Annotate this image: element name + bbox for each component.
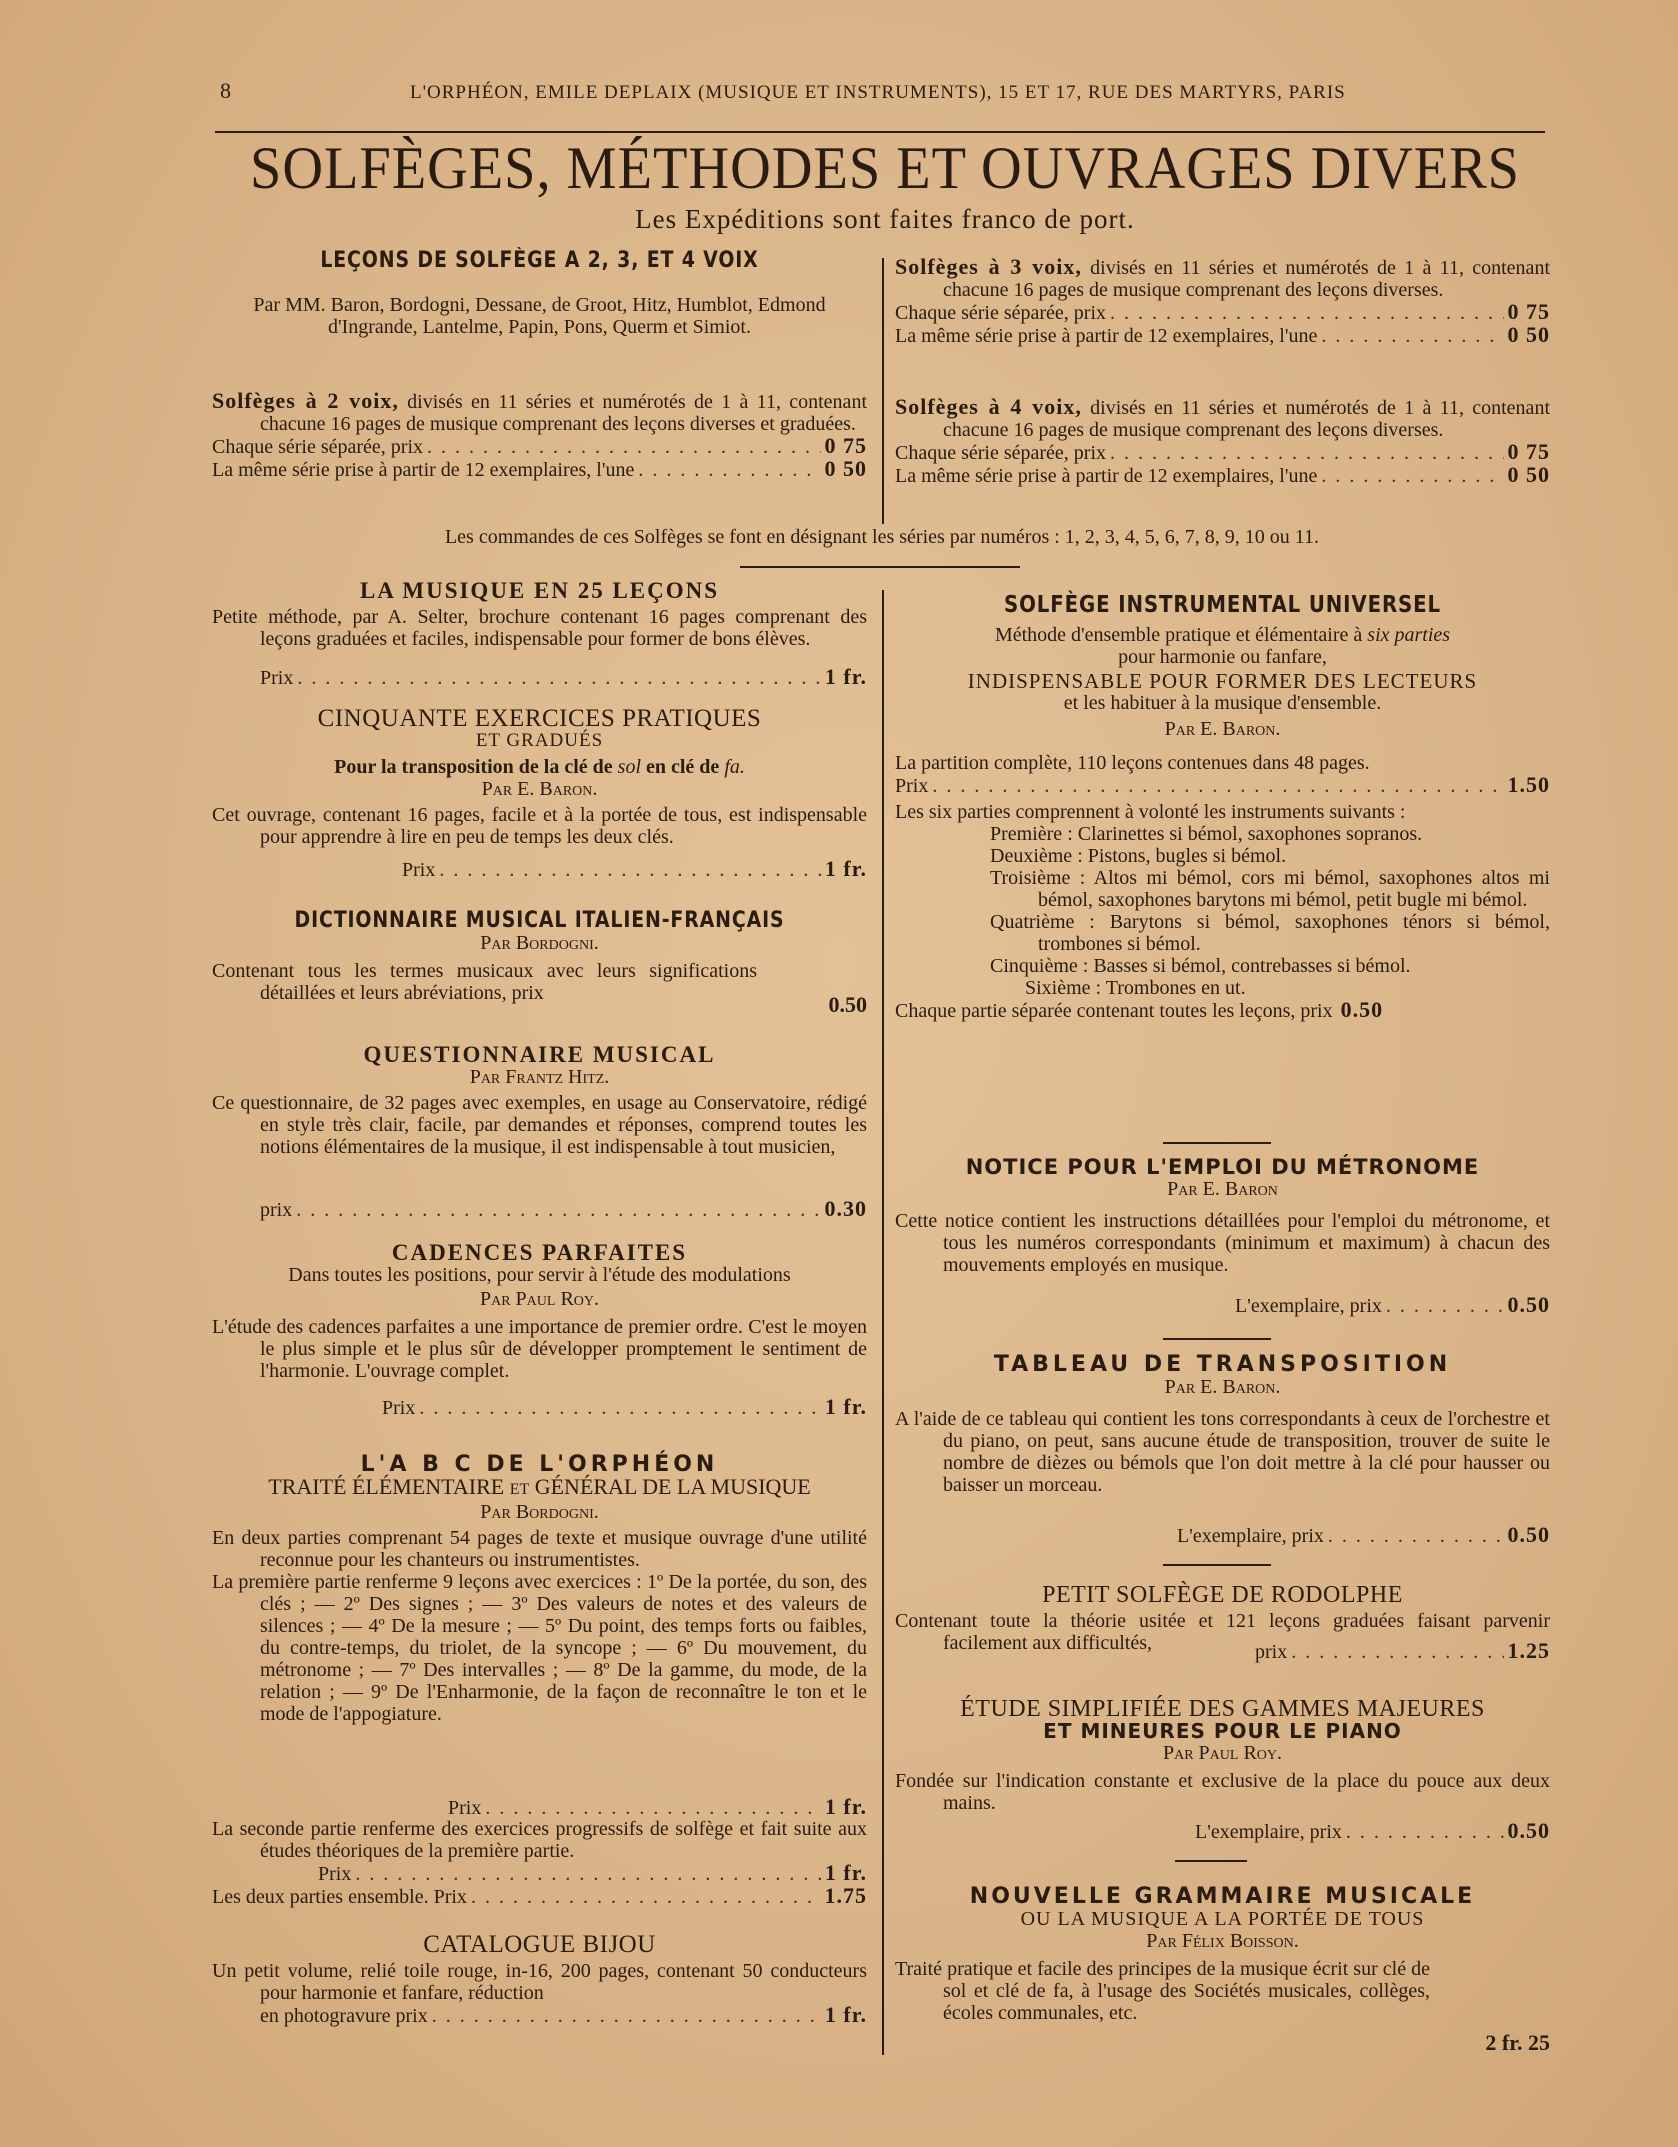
instrumental-heading: SOLFÈGE INSTRUMENTAL UNIVERSEL: [1004, 592, 1441, 618]
gammes-text: Fondée sur l'indication constante et exclusive de la place du pouce aux deux mains.: [895, 1770, 1550, 1814]
dictionnaire-heading: DICTIONNAIRE MUSICAL ITALIEN-FRANÇAIS: [294, 908, 785, 933]
cadences-heading: CADENCES PARFAITES: [391, 1240, 688, 1265]
price-label: La même série prise à partir de 12 exemplaires, l'une: [212, 459, 635, 481]
leader-dots: [355, 1863, 821, 1885]
leader-dots: [932, 775, 1503, 797]
price-value: 0 75: [824, 433, 867, 458]
price-label: prix: [1255, 1641, 1288, 1663]
price-label: La même série prise à partir de 12 exemplaires, l'une: [895, 325, 1318, 347]
line-part: en clé de: [641, 756, 725, 778]
leader-dots: [485, 1797, 821, 1819]
gammes-author: Par Paul Roy.: [1162, 1742, 1283, 1764]
price-value: 0.30: [824, 1196, 867, 1221]
section-rule: [1175, 1860, 1247, 1862]
tableau-transposition: [895, 1354, 1550, 1496]
questionnaire-heading: QUESTIONNAIRE MUSICAL: [363, 1042, 716, 1067]
tableau-text: A l'aide de ce tableau qui contient les tons correspondants à ceux de l'orchestre et du piano, on peut, sans aucune étude de transposition, trouver de suite le nombre de dièzes ou bémols que l'on doit mettre à la clé pour hausser ou baisser un morceau.: [895, 1408, 1550, 1496]
page-title: SOLFÈGES, MÉTHODES ET OUVRAGES DIVERS: [250, 135, 1520, 201]
bijou-price: [212, 2004, 867, 2027]
leader-dots: [432, 2005, 821, 2027]
abc-orpheon: [212, 1454, 867, 1725]
solfege-4-voix: [895, 396, 1550, 441]
price-value: 1 fr.: [824, 1794, 867, 1819]
column-divider: [882, 590, 884, 2055]
solfege-3-voix-price-2: [895, 324, 1550, 347]
tableau-price: [895, 1524, 1550, 1547]
leader-dots: [427, 436, 820, 458]
line-part: Méthode d'ensemble pratique et élémentaire à: [994, 624, 1368, 646]
price-value: 0 75: [1507, 299, 1550, 324]
line-italic: fa.: [724, 756, 745, 778]
header-rule: [215, 131, 1545, 133]
price-label: Chaque partie séparée contenant toutes les leçons, prix: [895, 1000, 1333, 1022]
instrumental-each-price: [895, 999, 1550, 1022]
price-value: 0.50: [1340, 997, 1384, 1022]
instrumental-author: Par E. Baron.: [1164, 718, 1281, 740]
leader-dots: [638, 459, 820, 481]
bijou-heading: CATALOGUE BIJOU: [423, 1931, 656, 1958]
price-value: 0 50: [1507, 322, 1550, 347]
list-item: Sixième : Trombones en ut.: [1025, 977, 1246, 999]
musique-25-lecons: [212, 580, 867, 650]
dictionnaire-musical: [212, 910, 867, 1004]
musique-25-price: [212, 666, 867, 689]
instrumental-line-3: INDISPENSABLE POUR FORMER DES LECTEURS: [967, 669, 1478, 693]
grammaire-heading: NOUVELLE GRAMMAIRE MUSICALE: [969, 1884, 1476, 1909]
metronome-price: [895, 1294, 1550, 1317]
rodolphe-price: [895, 1640, 1550, 1663]
solfege-4-voix-text: divisés en 11 séries et numérotés de 1 à 11, contenant chacune 16 pages de musique comprenant des leçons diverses.: [943, 397, 1550, 441]
price-value: 0.50: [1507, 1818, 1550, 1843]
solfege-4-voix-lead: Solfèges à 4 voix,: [895, 394, 1082, 419]
price-label: La même série prise à partir de 12 exemplaires, l'une: [895, 465, 1318, 487]
gammes-heading: ÉTUDE SIMPLIFIÉE DES GAMMES MAJEURES: [960, 1696, 1485, 1722]
leader-dots: [1346, 1821, 1504, 1843]
price-label: Prix: [260, 667, 294, 689]
solfege-authors: Par MM. Baron, Bordogni, Dessane, de Groot, Hitz, Humblot, Edmond d'Ingrande, Lantelme, Papin, Pons, Querm et Simiot.: [253, 294, 826, 338]
price-label: L'exemplaire, prix: [1235, 1295, 1382, 1317]
catalogue-bijou: [212, 1931, 867, 2027]
price-value: 0.50: [1507, 1522, 1550, 1547]
price-label: Chaque série séparée, prix: [212, 436, 424, 458]
line-italic: sol: [617, 756, 641, 778]
cadences-text: L'étude des cadences parfaites a une importance de premier ordre. C'est le moyen le plus simple et le plus sûr de développer promptement le sentiment de l'harmonie. L'ouvrage complet.: [212, 1316, 867, 1382]
dictionnaire-text: Contenant tous les termes musicaux avec leurs significations détaillées et leurs abréviations, prix: [212, 960, 757, 1004]
price-value: 0 75: [1507, 439, 1550, 464]
cadences-author: Par Paul Roy.: [479, 1288, 600, 1310]
instrumental-line-4: et les habituer à la musique d'ensemble.: [1063, 692, 1382, 714]
solfege-3-voix: [895, 256, 1550, 301]
price-value: 1 fr.: [824, 856, 867, 881]
abc-part-2: La seconde partie renferme des exercices progressifs de solfège et fait suite aux études théoriques de la première partie.: [212, 1818, 867, 1862]
abc-part-1-price: [212, 1796, 867, 1819]
price-label: L'exemplaire, prix: [1177, 1525, 1324, 1547]
abc-intro: En deux parties comprenant 54 pages de texte et musique ouvrage d'une utilité reconnue pour les chanteurs ou instrumentistes.: [212, 1527, 867, 1571]
cinquante-text: Cet ouvrage, contenant 16 pages, facile et à la portée de tous, est indispensable pour apprendre à lire en peu de temps les deux clés.: [212, 804, 867, 848]
price-label: prix: [260, 1199, 293, 1221]
solfege-2-voix-lead: Solfèges à 2 voix,: [212, 388, 399, 413]
leader-dots: [1321, 325, 1503, 347]
price-label: Chaque série séparée, prix: [895, 442, 1107, 464]
solfege-lecons-heading: LEÇONS DE SOLFÈGE A 2, 3, ET 4 VOIX: [320, 248, 759, 273]
dictionnaire-author: Par Bordogni.: [480, 932, 599, 954]
price-value: 0 50: [824, 456, 867, 481]
solfege-3-voix-text: divisés en 11 séries et numérotés de 1 à 11, contenant chacune 16 pages de musique comprenant des leçons diverses.: [943, 257, 1550, 301]
gammes-subheading: ET MINEURES POUR LE PIANO: [1043, 1719, 1402, 1743]
section-rule: [1163, 1142, 1271, 1144]
grammaire-author: Par Félix Boisson.: [1146, 1930, 1299, 1952]
price-label: Prix: [895, 775, 929, 797]
instrumental-partition-price: [895, 774, 1550, 797]
cinquante-subheading: ET GRADUÉS: [475, 730, 604, 751]
instrumental-six-parts: Les six parties comprennent à volonté les instruments suivants :: [895, 801, 1406, 823]
leader-dots: [1386, 1295, 1504, 1317]
cinquante-transposition: [212, 756, 867, 778]
metronome-author: Par E. Baron: [1167, 1178, 1278, 1200]
subheading-part: GÉNÉRAL DE LA MUSIQUE: [529, 1474, 811, 1499]
price-value: 1 fr.: [824, 2002, 867, 2027]
dictionnaire-price: 0.50: [828, 992, 867, 1017]
list-item: Quatrième : Barytons si bémol, saxophones ténors si bémol, trombones si bémol.: [990, 911, 1550, 955]
solfege-2-voix-price-1: [212, 435, 867, 458]
abc-part-2-price: [212, 1862, 867, 1885]
line-italic: six parties: [1367, 624, 1451, 646]
price-value: 1 fr.: [824, 1860, 867, 1885]
solfege-2-voix-price-2: [212, 458, 867, 481]
solfege-3-voix-lead: Solfèges à 3 voix,: [895, 254, 1082, 279]
notice-metronome: [895, 1156, 1550, 1276]
running-head-text: L'ORPHÉON, EMILE DEPLAIX (MUSIQUE ET INSTRUMENTS), 15 ET 17, RUE DES MARTYRS, PARIS: [410, 82, 1346, 103]
questionnaire-author: Par Frantz Hitz.: [469, 1066, 610, 1088]
leader-dots: [1321, 465, 1503, 487]
cinquante-exercices: [212, 705, 867, 848]
solfege-2-voix-text: divisés en 11 séries et numérotés de 1 à 11, contenant chacune 16 pages de musique comprenant des leçons diverses et graduées.: [260, 391, 867, 435]
leader-dots: [1110, 442, 1503, 464]
page-number: 8: [220, 78, 232, 103]
abc-part-1: La première partie renferme 9 leçons avec exercices : 1º De la portée, du son, des clés ; — 2º Des signes ; — 3º Des valeurs de notes et des valeurs de silences ; — 4º De la mesure ; — 5º Du point, des temps forts ou faibles, du contre-temps, du triolet, de la syncope ; — 6º Du mouvement, du métronome ; — 7º Des intervalles ; — 8º De la gamme, du mode, de la relation ; — 9º De l'Enharmonie, de la façon de reconnaître le ton et le mode de l'appogiature.: [212, 1571, 867, 1725]
bijou-text: Un petit volume, relié toile rouge, in-16, 200 pages, contenant 50 conducteurs pour harmonie et fanfare, réduction: [212, 1960, 867, 2004]
leader-dots: [1328, 1525, 1504, 1547]
solfege-4-voix-price-2: [895, 464, 1550, 487]
section-rule: [1163, 1564, 1271, 1566]
questionnaire-price: [212, 1198, 867, 1221]
solfege-order-note: Les commandes de ces Solfèges se font en désignant les séries par numéros : 1, 2, 3, 4, 5, 6, 7, 8, 9, 10 ou 11.: [444, 526, 1320, 548]
etude-gammes: [895, 1698, 1550, 1814]
cadences-subline: Dans toutes les positions, pour servir à l'étude des modulations: [288, 1264, 791, 1286]
tableau-author: Par E. Baron.: [1164, 1376, 1281, 1398]
line-part: Pour la transposition de la clé de: [334, 756, 618, 778]
price-label: Prix: [448, 1797, 482, 1819]
abc-both-price: [212, 1885, 867, 1908]
metronome-text: Cette notice contient les instructions détaillées pour l'emploi du métronome, et tous les numéros correspondants (minimum et maximum) à chacun des mouvements employés en musique.: [895, 1210, 1550, 1276]
grammaire-subheading: OU LA MUSIQUE A LA PORTÉE DE TOUS: [1020, 1908, 1425, 1930]
list-item: Première : Clarinettes si bémol, saxophones sopranos.: [990, 823, 1423, 845]
column-divider-top: [882, 258, 884, 524]
subheading-part: TRAITÉ ÉLÉMENTAIRE: [268, 1474, 510, 1499]
running-header: [215, 78, 1375, 112]
price-label: L'exemplaire, prix: [1195, 1821, 1342, 1843]
price-label: en photogravure prix: [260, 2005, 428, 2027]
leader-dots: [297, 667, 821, 689]
metronome-heading: NOTICE POUR L'EMPLOI DU MÉTRONOME: [965, 1155, 1480, 1179]
solfege-2-voix: [212, 390, 867, 435]
list-item: Cinquième : Basses si bémol, contrebasses si bémol.: [990, 955, 1411, 977]
price-value: 1.50: [1507, 772, 1550, 797]
leader-dots: [471, 1886, 821, 1908]
price-value: 1.75: [824, 1883, 867, 1908]
price-label: Prix: [382, 1397, 416, 1419]
solfege-instrumental: [895, 594, 1550, 1022]
price-value: 1.25: [1507, 1638, 1550, 1663]
questionnaire-text: Ce questionnaire, de 32 pages avec exemples, en usage au Conservatoire, rédigé en style très clair, facile, par demandes et réponses, comprend toutes les notions élémentaires de la musique, il est indispensable à tout musicien,: [212, 1092, 867, 1158]
price-value: 1 fr.: [824, 1394, 867, 1419]
subheading-et: ET: [509, 1481, 530, 1498]
list-item: Deuxième : Pistons, bugles si bémol.: [990, 845, 1287, 867]
leader-dots: [296, 1199, 820, 1221]
price-label: Les deux parties ensemble. Prix: [212, 1886, 467, 1908]
questionnaire-musical: [212, 1044, 867, 1158]
instrument-list: [895, 823, 1550, 999]
leader-dots: [1291, 1641, 1503, 1663]
price-label: Chaque série séparée, prix: [895, 302, 1107, 324]
cinquante-heading: CINQUANTE EXERCICES PRATIQUES: [317, 705, 762, 732]
rodolphe-heading: PETIT SOLFÈGE DE RODOLPHE: [1042, 1582, 1403, 1608]
abc-heading: L'A B C DE L'ORPHÉON: [360, 1452, 719, 1477]
grammaire-price: 2 fr. 25: [1485, 2030, 1550, 2055]
solfege-3-voix-price-1: [895, 301, 1550, 324]
abc-subheading: [212, 1476, 867, 1501]
instrumental-partition: La partition complète, 110 leçons contenues dans 48 pages.: [895, 752, 1370, 774]
section-rule: [740, 566, 1020, 568]
abc-author: Par Bordogni.: [480, 1501, 599, 1523]
price-value: 0.50: [1507, 1292, 1550, 1317]
musique-25-heading: LA MUSIQUE EN 25 LEÇONS: [359, 578, 720, 603]
cadences-price: [212, 1396, 867, 1419]
section-rule: [1163, 1338, 1271, 1340]
instrumental-line-1: [895, 624, 1550, 646]
instrumental-line-2: pour harmonie ou fanfare,: [1118, 646, 1327, 668]
gammes-price: [895, 1820, 1550, 1843]
cinquante-price: [212, 858, 867, 881]
leader-dots: [419, 1397, 821, 1419]
price-value: 0 50: [1507, 462, 1550, 487]
cinquante-author: Par E. Baron.: [481, 778, 598, 800]
rodolphe-text: Contenant toute la théorie usitée et 121 leçons graduées faisant parvenir facilement aux difficultés,: [895, 1610, 1550, 1654]
cadences-parfaites: [212, 1242, 867, 1382]
leader-dots: [1110, 302, 1503, 324]
price-value: 1 fr.: [824, 664, 867, 689]
page-subtitle: Les Expéditions sont faites franco de port.: [635, 204, 1135, 234]
musique-25-text: Petite méthode, par A. Selter, brochure contenant 16 pages comprenant des leçons graduées et faciles, indispensable pour former de bons élèves.: [212, 606, 867, 650]
leader-dots: [439, 859, 821, 881]
nouvelle-grammaire: [895, 1886, 1550, 2024]
price-label: Prix: [318, 1863, 352, 1885]
solfege-4-voix-price-1: [895, 441, 1550, 464]
tableau-heading: TABLEAU DE TRANSPOSITION: [993, 1352, 1452, 1377]
grammaire-text: Traité pratique et facile des principes de la musique écrit sur clé de sol et clé de fa, à l'usage des Sociétés musicales, collèges, écoles communales, etc.: [895, 1958, 1430, 2024]
price-label: Prix: [402, 859, 436, 881]
list-item: Troisième : Altos mi bémol, cors mi bémol, saxophones altos mi bémol, saxophones barytons mi bémol, petit bugle mi bémol.: [990, 867, 1550, 911]
